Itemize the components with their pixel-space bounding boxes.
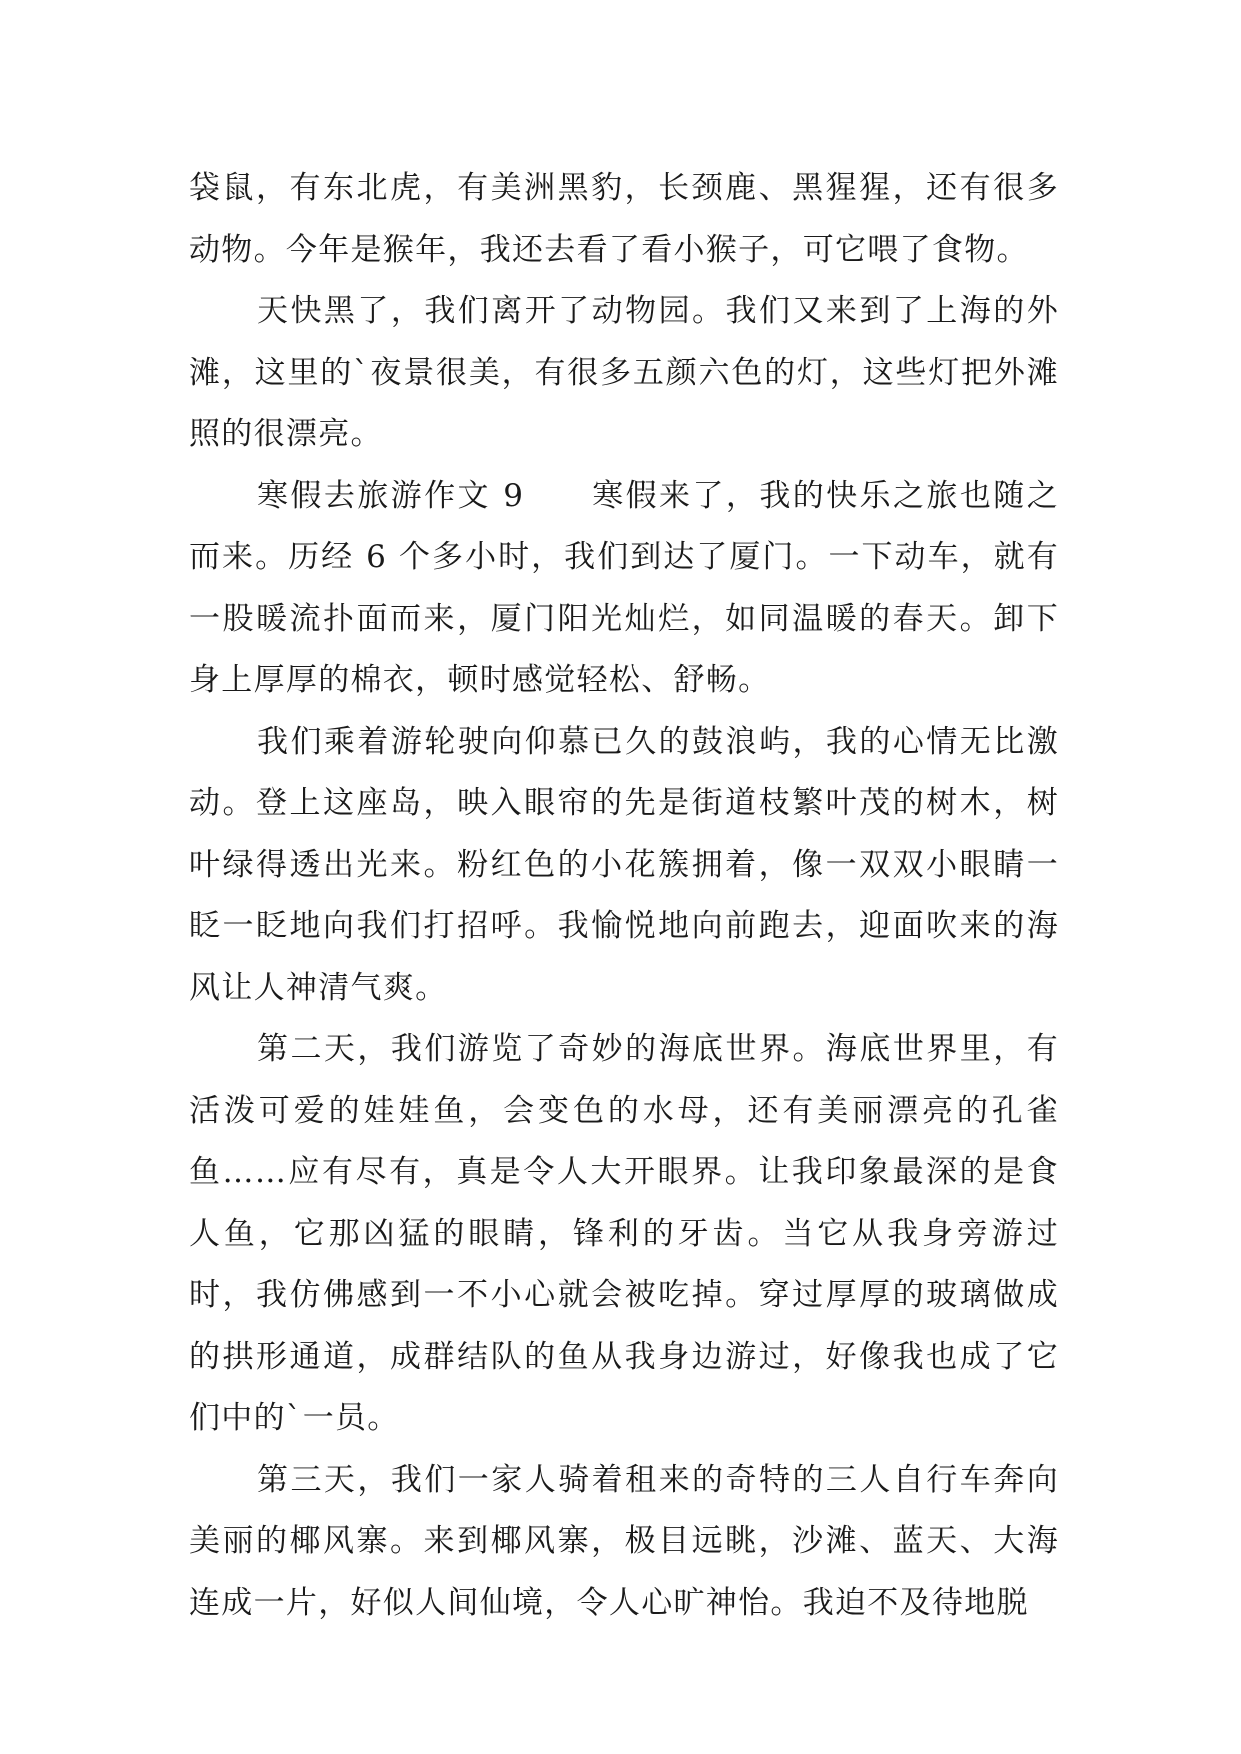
paragraph: 我们乘着游轮驶向仰慕已久的鼓浪屿，我的心情无比激动。登上这座岛，映入眼帘的先是街道枝繁叶茂的树木，树叶绿得透出光来。粉红色的小花簇拥着，像一双双小眼睛一眨一眨地向我们打招呼。我愉悦地向前跑去，迎面吹来的海风让人神清气爽。: [189, 723, 1059, 1006]
paragraph: 天快黑了，我们离开了动物园。我们又来到了上海的外滩，这里的`夜景很美，有很多五颜六色的灯，这些灯把外滩照的很漂亮。: [189, 293, 1059, 452]
essay-body: [189, 158, 1059, 1634]
paragraph: 第三天，我们一家人骑着租来的奇特的三人自行车奔向美丽的椰风寨。来到椰风寨，极目远眺，沙滩、蓝天、大海连成一片，好似人间仙境，令人心旷神怡。我迫不及待地脱: [189, 1461, 1059, 1621]
paragraph: 寒假去旅游作文 9 寒假来了，我的快乐之旅也随之而来。历经 6 个多小时，我们到达了厦门。一下动车，就有一股暖流扑面而来，厦门阳光灿烂，如同温暖的春天。卸下身上厚厚的棉衣，顿时感觉轻松、舒畅。: [189, 477, 1059, 698]
paragraph: 袋鼠，有东北虎，有美洲黑豹，长颈鹿、黑猩猩，还有很多动物。今年是猴年，我还去看了看小猴子，可它喂了食物。: [189, 170, 1059, 268]
paragraph: 第二天，我们游览了奇妙的海底世界。海底世界里，有活泼可爱的娃娃鱼，会变色的水母，还有美丽漂亮的孔雀鱼……应有尽有，真是令人大开眼界。让我印象最深的是食人鱼，它那凶猛的眼睛，锋利的牙齿。当它从我身旁游过时，我仿佛感到一不小心就会被吃掉。穿过厚厚的玻璃做成的拱形通道，成群结队的鱼从我身边游过，好像我也成了它们中的`一员。: [189, 1031, 1059, 1436]
